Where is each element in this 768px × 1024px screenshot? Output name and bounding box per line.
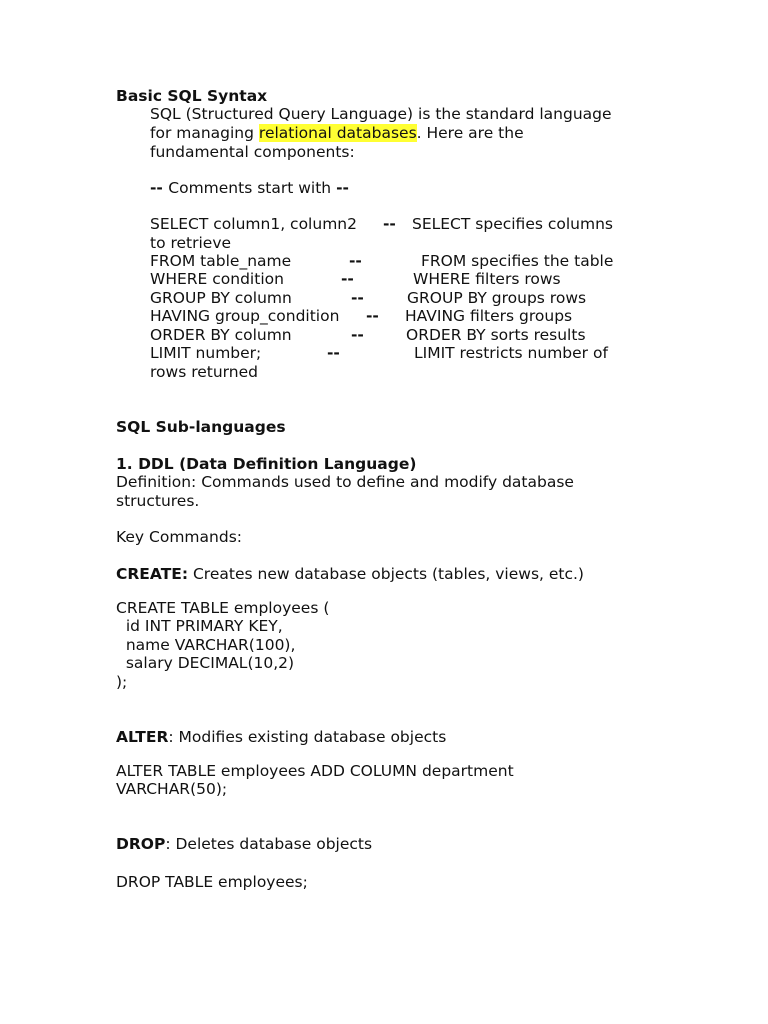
drop-label: DROP	[116, 835, 166, 853]
syntax-description: WHERE filters rows	[413, 270, 561, 288]
create-description: Creates new database objects (tables, views, etc.)	[188, 565, 584, 583]
comment-marker: --	[150, 179, 169, 197]
syntax-separator: --	[351, 289, 364, 307]
code-line: name VARCHAR(100),	[116, 636, 296, 654]
code-line: CREATE TABLE employees (	[116, 599, 330, 617]
syntax-separator: --	[383, 215, 396, 233]
syntax-code: LIMIT number;	[150, 344, 262, 362]
syntax-code: GROUP BY column	[150, 289, 292, 307]
syntax-description: HAVING filters groups	[405, 307, 573, 325]
syntax-description-continued: rows returned	[150, 363, 258, 381]
syntax-code: SELECT column1, column2	[150, 215, 357, 233]
intro-paragraph-line	[150, 124, 524, 142]
highlighted-text: relational databases	[258, 124, 417, 142]
syntax-description: ORDER BY sorts results	[406, 326, 586, 344]
code-line: DROP TABLE employees;	[116, 873, 308, 891]
drop-command-line	[116, 835, 372, 853]
code-line: VARCHAR(50);	[116, 780, 228, 798]
alter-description: : Modifies existing database objects	[168, 728, 447, 746]
drop-description: : Deletes database objects	[165, 835, 373, 853]
comment-marker: --	[336, 179, 349, 197]
syntax-separator: --	[341, 270, 354, 288]
syntax-code: WHERE condition	[150, 270, 284, 288]
key-commands-label: Key Commands:	[116, 528, 242, 546]
create-command-line	[116, 565, 584, 583]
section-title-basic-sql-syntax: Basic SQL Syntax	[116, 87, 268, 105]
intro-text: for managing	[150, 124, 259, 142]
definition-line: structures.	[116, 492, 200, 510]
subsection-title-ddl: 1. DDL (Data Definition Language)	[116, 455, 417, 473]
code-line: );	[116, 673, 128, 691]
comment-text: Comments start with	[168, 179, 337, 197]
alter-label: ALTER	[116, 728, 169, 746]
syntax-description: GROUP BY groups rows	[407, 289, 587, 307]
syntax-description-continued: to retrieve	[150, 234, 232, 252]
syntax-separator: --	[327, 344, 340, 362]
syntax-description: FROM specifies the table	[421, 252, 614, 270]
syntax-description: LIMIT restricts number of	[414, 344, 608, 362]
intro-text: . Here are the	[416, 124, 524, 142]
syntax-separator: --	[366, 307, 379, 325]
syntax-separator: --	[351, 326, 364, 344]
syntax-code: HAVING group_condition	[150, 307, 340, 325]
syntax-code: FROM table_name	[150, 252, 292, 270]
syntax-description: SELECT specifies columns	[412, 215, 613, 233]
code-line: ALTER TABLE employees ADD COLUMN department	[116, 762, 514, 780]
create-label: CREATE:	[116, 565, 189, 583]
section-title-sql-sub-languages: SQL Sub-languages	[116, 418, 286, 436]
syntax-separator: --	[349, 252, 362, 270]
intro-paragraph-line: SQL (Structured Query Language) is the standard language	[150, 105, 612, 123]
code-line: id INT PRIMARY KEY,	[116, 617, 283, 635]
code-line: salary DECIMAL(10,2)	[116, 654, 295, 672]
intro-paragraph-line: fundamental components:	[150, 143, 355, 161]
syntax-code: ORDER BY column	[150, 326, 292, 344]
alter-command-line	[116, 728, 446, 746]
definition-line: Definition: Commands used to define and modify database	[116, 473, 574, 491]
comment-note	[150, 179, 349, 197]
